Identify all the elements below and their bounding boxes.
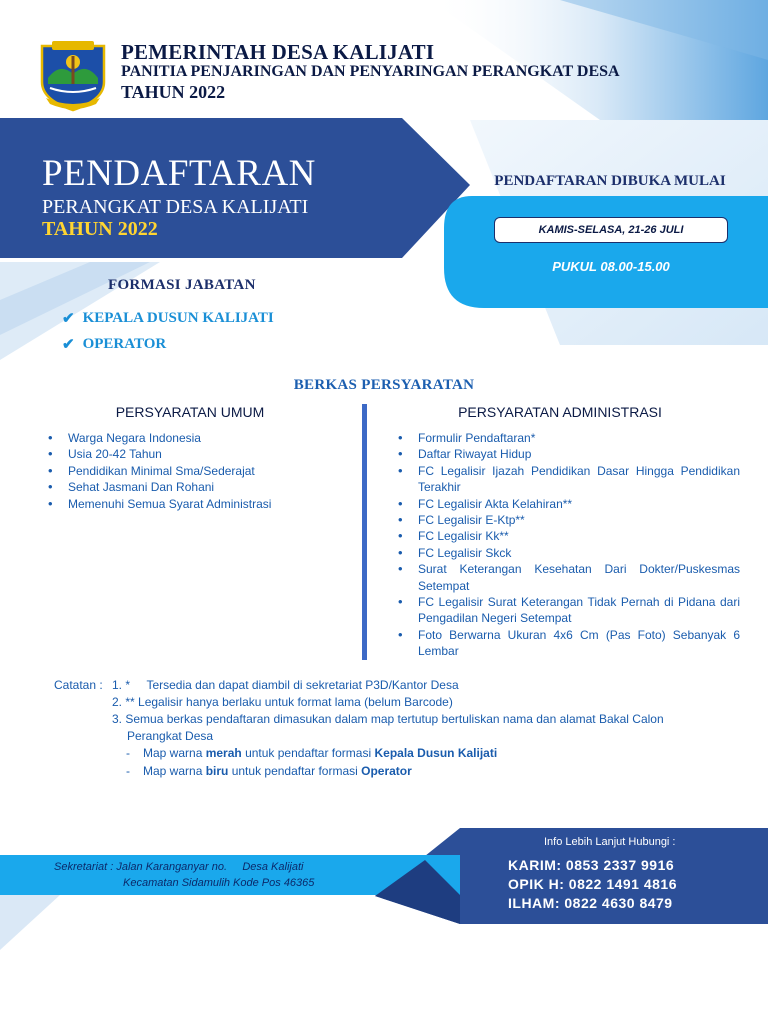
banner-subtitle: PERANGKAT DESA KALIJATI bbox=[42, 196, 309, 218]
contact-info-label: Info Lebih Lanjut Hubungi : bbox=[544, 836, 676, 848]
note-text: Map warna bbox=[143, 764, 206, 778]
formasi-title: FORMASI JABATAN bbox=[108, 277, 256, 293]
list-item: • Warga Negara Indonesia bbox=[46, 430, 336, 446]
list-item: • FC Legalisir Ijazah Pendidikan Dasar Hingga Pendidikan Terakhir bbox=[396, 463, 740, 496]
note-position: Kepala Dusun Kalijati bbox=[374, 746, 498, 760]
formasi-item-label: KEPALA DUSUN KALIJATI bbox=[82, 310, 274, 326]
banner-year: TAHUN 2022 bbox=[42, 218, 158, 240]
committee-subtitle: PANITIA PENJARINGAN DAN PENYARINGAN PERANGKAT DESA bbox=[121, 63, 620, 80]
note-2: 2. ** Legalisir hanya berlaku untuk format lama (belum Barcode) bbox=[112, 695, 453, 709]
formasi-item-label: OPERATOR bbox=[82, 336, 167, 352]
note-3-continued: Perangkat Desa bbox=[127, 729, 214, 743]
note-3: 3. Semua berkas pendaftaran dimasukan dalam map tertutup bertuliskan nama dan alamat Bakal Calon bbox=[112, 712, 664, 726]
note-text: Map warna bbox=[143, 746, 206, 760]
list-item: • Daftar Riwayat Hidup bbox=[396, 446, 740, 462]
berkas-title: BERKAS PERSYARATAN bbox=[293, 377, 475, 393]
list-item: • FC Legalisir E-Ktp** bbox=[396, 512, 740, 528]
note-color: biru bbox=[205, 764, 229, 778]
registration-open-label: PENDAFTARAN DIBUKA MULAI bbox=[494, 173, 726, 189]
secretariat-district: Kecamatan Sidamulih Kode Pos 46365 bbox=[123, 877, 315, 889]
contact-phone: KARIM: 0853 2337 9916 bbox=[508, 857, 675, 873]
note-color: merah bbox=[205, 746, 242, 760]
notes-label: Catatan : bbox=[54, 678, 103, 692]
note-position: Operator bbox=[361, 764, 412, 778]
list-item: • FC Legalisir Surat Keterangan Tidak Pernah di Pidana dari Pengadilan Negeri Setempat bbox=[396, 594, 740, 627]
list-item: • Foto Berwarna Ukuran 4x6 Cm (Pas Foto) Sebanyak 6 Lembar bbox=[396, 627, 740, 660]
column-divider bbox=[362, 404, 367, 660]
checkmark-icon: ✔ bbox=[62, 337, 75, 353]
formasi-item bbox=[62, 309, 274, 328]
note-blue-map: - Map warna biru untuk pendaftar formasi Operator bbox=[126, 764, 412, 778]
note-text: untuk pendaftar formasi bbox=[228, 764, 362, 778]
list-item: • FC Legalisir Kk** bbox=[396, 528, 740, 544]
contact-phone: OPIK H: 0822 1491 4816 bbox=[508, 876, 677, 892]
checkmark-icon: ✔ bbox=[62, 311, 75, 327]
admin-title: PERSYARATAN ADMINISTRASI bbox=[458, 404, 662, 420]
opening-box-shape bbox=[444, 196, 768, 308]
government-title: PEMERINTAH DESA KALIJATI bbox=[121, 40, 435, 64]
village-emblem-logo bbox=[36, 38, 110, 112]
registration-time: PUKUL 08.00-15.00 bbox=[552, 259, 670, 274]
header-year: TAHUN 2022 bbox=[121, 82, 226, 102]
list-item: • FC Legalisir Skck bbox=[396, 545, 740, 561]
contact-phone: ILHAM: 0822 4630 8479 bbox=[508, 895, 673, 911]
note-1: 1. * Tersedia dan dapat diambil di sekretariat P3D/Kantor Desa bbox=[112, 678, 459, 692]
umum-title: PERSYARATAN UMUM bbox=[115, 404, 265, 420]
admin-list bbox=[396, 430, 740, 660]
list-item: • Surat Keterangan Kesehatan Dari Dokter/Puskesmas Setempat bbox=[396, 561, 740, 594]
list-item: • Formulir Pendaftaran* bbox=[396, 430, 740, 446]
formasi-item bbox=[62, 335, 166, 354]
list-item: • Usia 20-42 Tahun bbox=[46, 446, 336, 462]
list-item: • Pendidikan Minimal Sma/Sederajat bbox=[46, 463, 336, 479]
registration-date: KAMIS-SELASA, 21-26 JULI bbox=[538, 224, 684, 236]
banner-title: PENDAFTARAN bbox=[42, 153, 316, 194]
note-text: untuk pendaftar formasi bbox=[241, 746, 375, 760]
secretariat-address: Sekretariat : Jalan Karanganyar no. Desa Kalijati bbox=[54, 861, 304, 873]
list-item: • Memenuhi Semua Syarat Administrasi bbox=[46, 496, 336, 512]
list-item: • Sehat Jasmani Dan Rohani bbox=[46, 479, 336, 495]
note-red-map: - Map warna merah untuk pendaftar formasi Kepala Dusun Kalijati bbox=[126, 746, 498, 760]
umum-list bbox=[46, 430, 336, 512]
date-box bbox=[494, 217, 728, 243]
list-item: • FC Legalisir Akta Kelahiran** bbox=[396, 496, 740, 512]
